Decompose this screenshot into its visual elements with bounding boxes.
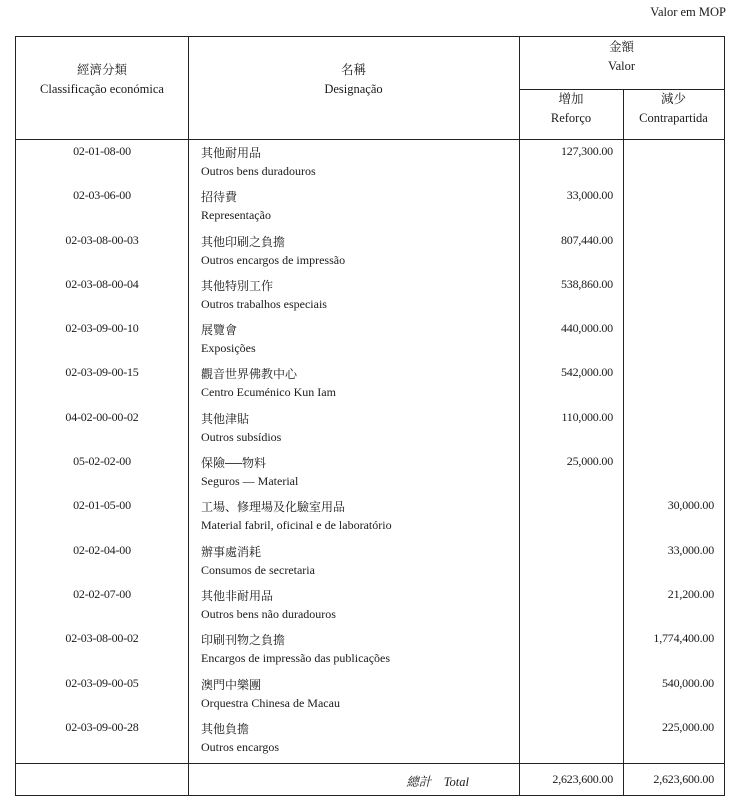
amount-contrapartida: 225,000.00 [661,719,714,734]
table-row [16,495,724,539]
header-contrapartida [623,90,724,128]
account-code: 02-03-09-00-28 [65,719,139,734]
designation-zh: 其他特別工作 [201,278,274,293]
designation-zh: 辦事處消耗 [201,544,262,559]
account-code: 02-03-09-00-05 [65,675,139,690]
designation-zh: 印刷刊物之負擔 [201,633,286,648]
designation-zh: 招待費 [201,190,238,205]
amount-reforco: 538,860.00 [560,276,613,291]
header-reforco-zh: 增加 [558,92,584,106]
designation-pt: Encargos de impressão das publicações [201,651,391,666]
account-code: 02-03-06-00 [73,188,131,203]
designation-pt: Outros bens duradouros [201,164,316,178]
amount-reforco: 440,000.00 [560,321,613,336]
designation-zh: 其他負擔 [201,721,250,736]
header-reforco [519,90,623,128]
account-code: 02-03-09-00-10 [65,321,139,336]
account-code: 02-03-08-00-04 [65,276,139,291]
designation-pt: Exposições [201,341,256,356]
designation-pt: Outros encargos [201,739,280,754]
designation-zh: 保險──物料 [201,456,267,471]
table-row [16,584,724,628]
table-row [16,407,724,451]
amount-contrapartida: 1,774,400.00 [653,631,714,646]
amount-reforco: 807,440.00 [560,232,613,247]
designation-pt: Outros encargos de impressão [201,252,346,267]
header-reforco-pt: Reforço [550,111,592,125]
account-code: 04-02-00-00-02 [65,409,139,424]
total-label-zh: 總計 [406,775,432,789]
account-code: 02-03-08-00-02 [65,631,139,646]
table-row [16,717,724,761]
header-contrapartida-zh: 減少 [660,92,686,106]
account-code: 02-02-04-00 [73,542,131,557]
header-designation [188,61,519,99]
amount-reforco: 542,000.00 [560,365,613,380]
budget-table [15,36,725,796]
header-value-zh: 金額 [608,40,634,54]
designation-zh: 其他印刷之負擔 [201,234,286,249]
table-row [16,362,724,406]
account-code: 02-01-05-00 [73,498,131,513]
table-row [16,628,724,672]
amount-reforco: 33,000.00 [566,188,613,203]
table-row [16,141,724,185]
account-code: 02-03-08-00-03 [65,232,139,247]
table-row [16,673,724,717]
designation-pt: Material fabril, oficinal e de laboratório [201,518,392,533]
header-value [519,38,724,76]
header-value-pt: Valor [607,59,636,73]
designation-pt: Seguros — Material [201,474,299,489]
amount-contrapartida: 30,000.00 [667,498,714,513]
designation-zh: 觀音世界佛教中心 [201,367,298,382]
amount-reforco: 25,000.00 [566,454,613,469]
account-code: 05-02-02-00 [73,454,131,469]
designation-pt: Centro Ecuménico Kun Iam [201,385,336,400]
header-bottom-rule [16,139,724,140]
table-row [16,230,724,274]
account-code: 02-02-07-00 [73,586,131,601]
designation-zh: 澳門中樂團 [201,677,262,692]
designation-zh: 其他耐用品 [201,146,262,160]
amount-contrapartida: 33,000.00 [667,542,714,557]
amount-reforco: 127,300.00 [560,144,613,158]
designation-pt: Outros bens não duradouros [201,606,336,621]
table-row [16,451,724,495]
header-classification-zh: 經濟分類 [76,63,127,77]
amount-contrapartida: 21,200.00 [667,586,714,601]
table-row [16,540,724,584]
designation-zh: 工場、修理場及化驗室用品 [201,500,346,515]
designation-pt: Outros trabalhos especiais [201,296,327,311]
designation-pt: Representação [201,208,271,223]
amount-contrapartida: 540,000.00 [661,675,714,690]
total-rule [16,763,724,764]
total-contrapartida: 2,623,600.00 [653,772,714,786]
total-label [406,772,469,790]
amount-reforco: 110,000.00 [561,409,613,424]
designation-zh: 展覽會 [201,323,238,338]
header-designation-pt: Designação [324,82,383,96]
total-reforco: 2,623,600.00 [552,772,613,786]
table-body [16,141,724,761]
account-code: 02-03-09-00-15 [65,365,139,380]
header-designation-zh: 名稱 [340,63,366,77]
table-row [16,318,724,362]
designation-zh: 其他津貼 [201,411,250,426]
table-row [16,274,724,318]
table-row [16,185,724,229]
total-label-pt: Total [443,775,469,789]
header-classification [16,61,188,99]
designation-pt: Outros subsídios [201,429,282,444]
header-contrapartida-pt: Contrapartida [639,111,708,125]
currency-unit-note: Valor em MOP [650,5,726,19]
designation-pt: Orquestra Chinesa de Macau [201,695,340,710]
header-classification-pt: Classificação económica [40,82,164,96]
designation-pt: Consumos de secretaria [201,562,315,577]
designation-zh: 其他非耐用品 [201,588,274,603]
account-code: 02-01-08-00 [73,144,131,158]
